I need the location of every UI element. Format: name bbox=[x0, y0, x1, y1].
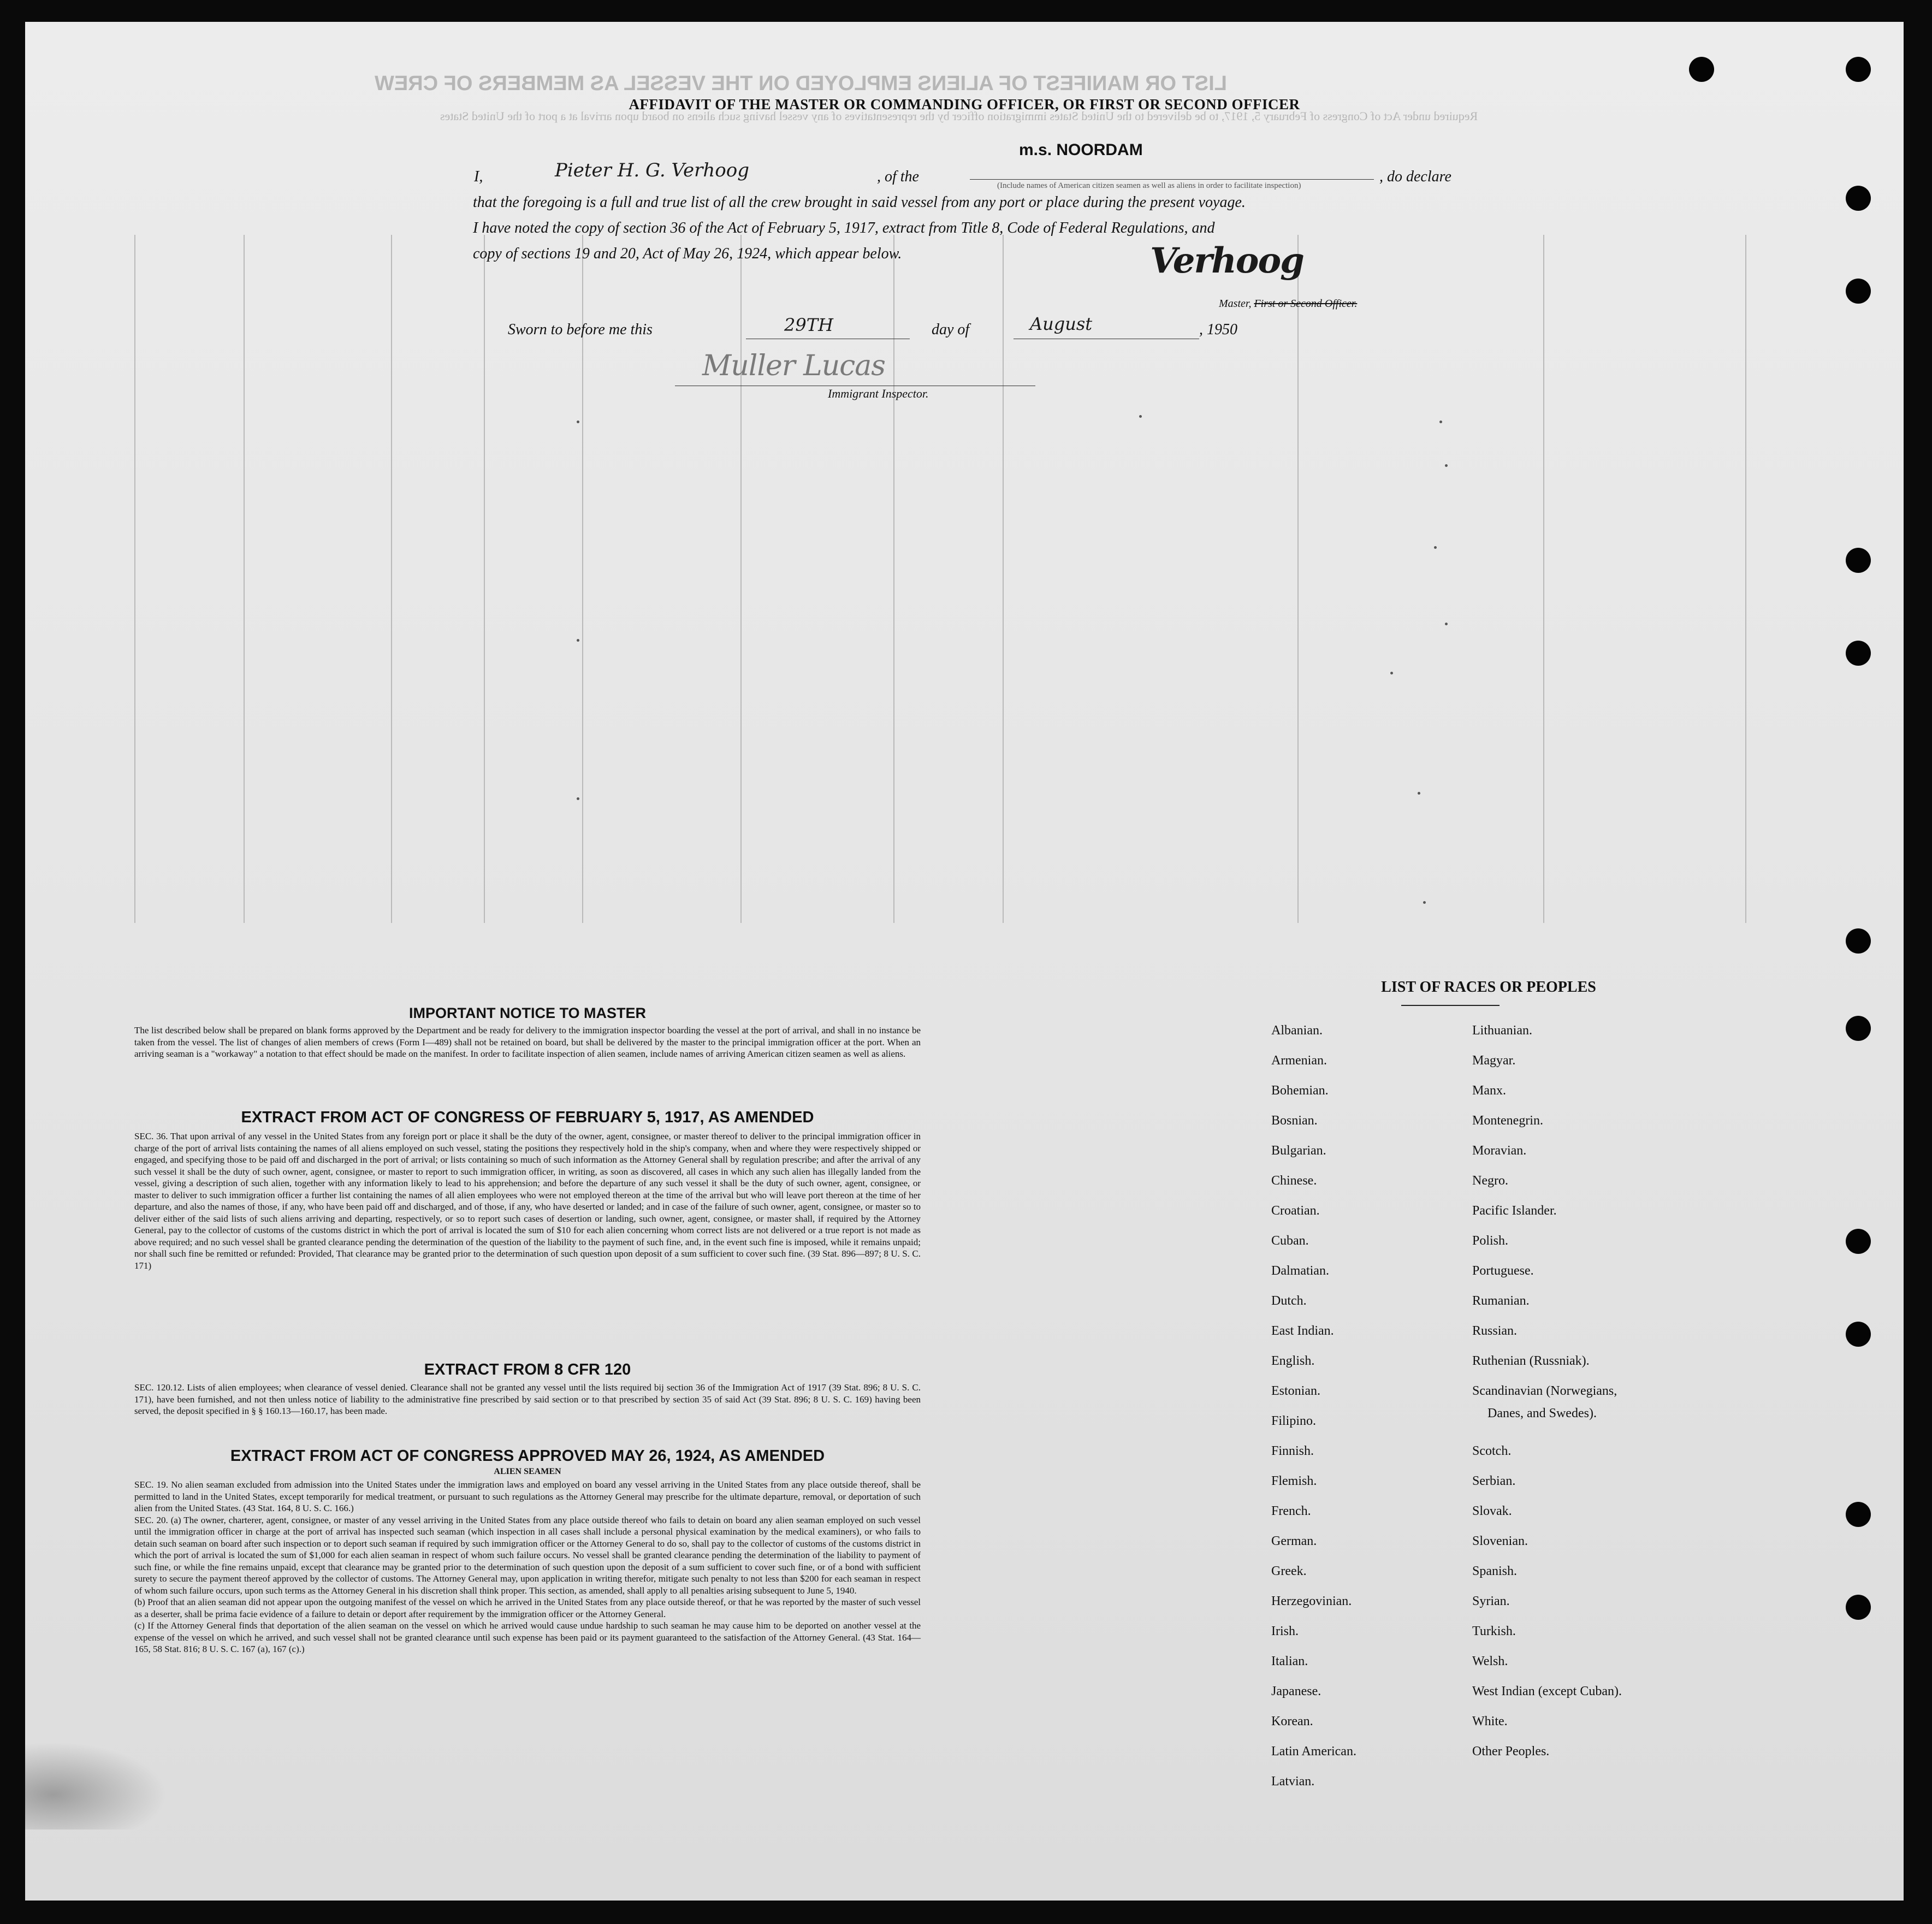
binder-hole bbox=[1689, 57, 1714, 82]
race-item: Dutch. bbox=[1271, 1294, 1307, 1308]
extract-1924-body bbox=[134, 1479, 921, 1655]
race-item: Finnish. bbox=[1271, 1444, 1314, 1458]
race-item: Other Peoples. bbox=[1472, 1744, 1550, 1759]
notice-text: The list described below shall be prepared on blank forms approved by the Department and be ready for delivery to the immigration inspector boarding the vessel at the port of arrival, and shall in no instance be taken from the vessel. The list of changes of alien members of crews (Form I—489) shall not be retained on board, but shall be delivered by the master to the principal immigration officer at the port. When an arriving seaman is a "workaway" a notation to that effect should be made on the manifest. In order to facilitate inspection of alien seamen, include names of arriving American citizen seamen as well as aliens. bbox=[134, 1025, 921, 1059]
race-item: Japanese. bbox=[1271, 1684, 1321, 1698]
race-item: Moravian. bbox=[1472, 1144, 1527, 1158]
bleed-through-title: LIST OR MANIFEST OF ALIENS EMPLOYED ON THE VESSEL AS MEMBERS OF CREW bbox=[375, 72, 1227, 95]
column-rule bbox=[391, 235, 392, 923]
race-item: Ruthenian (Russniak). bbox=[1472, 1354, 1590, 1368]
race-item: Bohemian. bbox=[1271, 1084, 1329, 1098]
extract-1917-title: EXTRACT FROM ACT OF CONGRESS OF FEBRUARY 5, 1917, AS AMENDED bbox=[241, 1109, 814, 1126]
column-rule bbox=[1745, 235, 1746, 923]
races-title: LIST OF RACES OR PEOPLES bbox=[1381, 979, 1596, 996]
inspector-signature: Muller Lucas bbox=[702, 350, 885, 382]
cfr-text: SEC. 120.12. Lists of alien employees; when clearance of vessel denied. Clearance shall not be granted any vessel until the lists required bij section 36 of the Immigration Act of 1917 (39 Stat. 896; 8 U. S. C. 171), have been furnished, and not then unless notice of liability to the administrative fine prescribed by said section or to that prescribed by section 35 of said Act (39 Stat. 896; 8 U. S. C. 169) having been served, the deposit specified in § § 160.13—160.17, has been made. bbox=[134, 1382, 921, 1416]
binder-hole bbox=[1846, 1229, 1871, 1254]
race-item: English. bbox=[1271, 1354, 1315, 1368]
race-item: Estonian. bbox=[1271, 1384, 1320, 1398]
race-item: Manx. bbox=[1472, 1084, 1506, 1098]
race-item: Latvian. bbox=[1271, 1774, 1315, 1789]
race-item: Filipino. bbox=[1271, 1414, 1317, 1428]
extract-1924-title: EXTRACT FROM ACT OF CONGRESS APPROVED MAY 26, 1924, AS AMENDED bbox=[230, 1447, 825, 1465]
binder-hole bbox=[1846, 279, 1871, 304]
column-rule bbox=[484, 235, 485, 923]
sworn-prefix: Sworn to before me this bbox=[508, 321, 653, 338]
race-item: Armenian. bbox=[1271, 1053, 1327, 1068]
master-name-handwritten: Pieter H. G. Verhoog bbox=[555, 159, 749, 181]
race-item: Scandinavian (Norwegians, bbox=[1472, 1384, 1617, 1398]
race-item: Albanian. bbox=[1271, 1023, 1323, 1038]
race-item: Slovenian. bbox=[1472, 1534, 1528, 1548]
affidavit-line-3: I have noted the copy of section 36 of the Act of February 5, 1917, extract from Title 8, Code of Federal Regulations, and bbox=[473, 220, 1215, 236]
binder-hole bbox=[1846, 641, 1871, 666]
race-item: Bulgarian. bbox=[1271, 1144, 1326, 1158]
vessel-name: m.s. NOORDAM bbox=[1019, 141, 1143, 159]
race-item: Polish. bbox=[1472, 1234, 1509, 1248]
races-title-rule bbox=[1401, 1005, 1500, 1006]
race-item: Welsh. bbox=[1472, 1654, 1508, 1668]
column-rule bbox=[134, 235, 135, 923]
race-item: Flemish. bbox=[1271, 1474, 1317, 1488]
binder-hole bbox=[1846, 928, 1871, 954]
binder-hole bbox=[1846, 57, 1871, 82]
race-item: Serbian. bbox=[1472, 1474, 1516, 1488]
affidavit-line-4: copy of sections 19 and 20, Act of May 26, 1924, which appear below. bbox=[473, 245, 902, 262]
manifest-sheet bbox=[25, 22, 1904, 1901]
affidavit-line-2: that the foregoing is a full and true list of all the crew brought in said vessel from any port or place during the present voyage. bbox=[473, 194, 1246, 211]
sworn-year: , 1950 bbox=[1199, 321, 1237, 338]
race-item: East Indian. bbox=[1271, 1324, 1334, 1338]
column-rule bbox=[893, 235, 894, 923]
race-item: Scotch. bbox=[1472, 1444, 1512, 1458]
sec-20b-text: (b) Proof that an alien seaman did not appear upon the outgoing manifest of the vessel on which he arrived in the United States from any place outside thereof, or that he was reported by the master of such vessel as a deserter, shall be prima facie evidence of a failure to detain or deport after requirement by the immigration officer or the Attorney General. bbox=[134, 1597, 921, 1619]
column-rule bbox=[1003, 235, 1004, 923]
race-item: Greek. bbox=[1271, 1564, 1307, 1578]
races-right-column-continued bbox=[1472, 1436, 1622, 1767]
races-left-column bbox=[1271, 1016, 1356, 1797]
extract-1924-subtitle: ALIEN SEAMEN bbox=[494, 1467, 561, 1476]
affidavit-line-1: I, bbox=[474, 168, 483, 185]
race-item: French. bbox=[1271, 1504, 1311, 1518]
race-item: Bosnian. bbox=[1271, 1114, 1318, 1128]
race-item: White. bbox=[1472, 1714, 1508, 1728]
race-item: Croatian. bbox=[1271, 1204, 1320, 1218]
race-item: Spanish. bbox=[1472, 1564, 1518, 1578]
race-item: Magyar. bbox=[1472, 1053, 1516, 1068]
day-of: day of bbox=[932, 321, 970, 338]
affidavit-do-declare: , do declare bbox=[1379, 168, 1451, 185]
race-item: Russian. bbox=[1472, 1324, 1518, 1338]
race-item: Cuban. bbox=[1271, 1234, 1309, 1248]
race-item: Syrian. bbox=[1472, 1594, 1510, 1608]
cfr-title: EXTRACT FROM 8 CFR 120 bbox=[424, 1361, 631, 1378]
column-rule bbox=[244, 235, 245, 923]
affidavit-heading: AFFIDAVIT OF THE MASTER OR COMMANDING OFFICER, OR FIRST OR SECOND OFFICER bbox=[629, 96, 1300, 113]
affidavit-vessel-rule bbox=[970, 179, 1374, 180]
sec-20a-text: SEC. 20. (a) The owner, charterer, agent, consignee, or master of any vessel arriving in the United States from any place outside thereof who fails to detain on board any alien seaman employed on such vessel until the immigration officer in charge at the port of arrival has inspected such seaman (which inspection in all cases shall include a personal physical examination by the medical examiners), or who fails to detain such seaman on board after such inspection or to deport such seaman if required by such immigration officer or the Attorney General to do so, shall pay to the collector of customs of the customs district in which the port of arrival is located the sum of $1,000 for each alien seaman in respect of whom such failure occurs. No vessel shall be granted clearance pending the determination of the liability to payment of such fine, or while the fine remains unpaid, except that clearance may be granted prior to the determination of such question upon the deposit of a sum sufficient to cover such fine, or of a bond with sufficient surety to secure the payment thereof approved by the collector of customs. The Attorney General may, upon application in writing therefor, mitigate such penalty to not less than $200 for each seaman in respect of whom such failure occurs, upon such terms as the Attorney General in his discretion shall think proper. This section, as amended, shall apply to all penalties arising subsequent to June 5, 1940. bbox=[134, 1514, 921, 1596]
race-item: Chinese. bbox=[1271, 1174, 1317, 1188]
binder-hole bbox=[1846, 1595, 1871, 1620]
race-item: Slovak. bbox=[1472, 1504, 1512, 1518]
race-item: Pacific Islander. bbox=[1472, 1204, 1557, 1218]
race-item: Irish. bbox=[1271, 1624, 1299, 1638]
column-rule bbox=[740, 235, 742, 923]
affidavit-of-the: , of the bbox=[877, 168, 919, 185]
extract-1917-text: SEC. 36. That upon arrival of any vessel in the United States from any foreign port or place it shall be the duty of the owner, agent, consignee, or master thereof to deliver to the principal immigration officer in charge of the port of arrival lists containing the names of all aliens employed on such vessel, stating the positions they respectively hold in the ship's company, when and where they were respectively shipped or engaged, and specifying those to be paid off and discharged in the port of arrival; or lists containing so much of such information as the Attorney General shall by regulation prescribe; and after the arrival of any such vessel it shall be the duty of such owner, agent, consignee, or master to report to such immigration officer, in writing, as soon as discovered, all cases in which any such alien has illegally landed from the vessel, giving a description of such alien, together with any information likely to lead to his apprehension; and before the departure of any such vessel it shall be the duty of such owner, agent, consignee, or master to deliver to such immigration officer a further list containing the names of all alien employees who were not employed thereon at the time of the arrival but who will leave port thereon at the time of her departure, and also the names of those, if any, who have been paid off and discharged, and of those, if any, who have deserted or landed; and in case of the failure of such owner, agent, consignee, or master so to deliver either of the said lists of such aliens arriving and departing, respectively, or so to report such cases of desertion or landing, such owner, agent, consignee, or master shall, if required by the Attorney General, pay to the collector of customs of the customs district in which the port of arrival is located the sum of $10 for each alien concerning whom correct lists are not delivered or a true report is not made as above required; and no such vessel shall be granted clearance pending the determination of the question of the liability to the payment of such fine, and, in the event such fine is imposed, while it remains unpaid; nor shall such fine be remitted or refunded: Provided, That clearance may be granted prior to the determination of such question upon deposit of a sum sufficient to cover such fine. (39 Stat. 896—897; 8 U. S. C. 171) bbox=[134, 1131, 921, 1271]
master-title: Master, First or Second Officer. bbox=[1219, 298, 1358, 310]
race-item: Dalmatian. bbox=[1271, 1264, 1329, 1278]
race-item: West Indian (except Cuban). bbox=[1472, 1684, 1622, 1698]
bleed-through-subtitle: Required under Act of Congress of February 5, 1917, to be delivered to the United States immigration officer by the representatives of any vessel having such aliens on board upon arrival at a port of the United States bbox=[440, 109, 1478, 123]
affidavit-hint: (Include names of American citizen seamen as well as aliens in order to facilitate inspection) bbox=[997, 181, 1301, 190]
sworn-month-handwritten: August bbox=[1030, 313, 1093, 334]
races-right-column bbox=[1472, 1016, 1617, 1429]
notice-title: IMPORTANT NOTICE TO MASTER bbox=[409, 1005, 646, 1021]
race-item: Danes, and Swedes). bbox=[1487, 1406, 1597, 1420]
binder-hole bbox=[1846, 548, 1871, 573]
race-item: Rumanian. bbox=[1472, 1294, 1530, 1308]
binder-hole bbox=[1846, 1322, 1871, 1347]
race-item: Italian. bbox=[1271, 1654, 1308, 1668]
sec-19-text: SEC. 19. No alien seaman excluded from admission into the United States under the immigration laws and employed on board any vessel arriving in the United States from any place outside thereof, shall be permitted to land in the United States, except temporarily for medical treatment, or pursuant to such regulations as the Attorney General may prescribe for the ultimate departure, removal, or deportation of such alien from the United States. (43 Stat. 164, 8 U. S. C. 166.) bbox=[134, 1479, 921, 1513]
smudge bbox=[25, 1742, 167, 1830]
race-item: Portuguese. bbox=[1472, 1264, 1534, 1278]
race-item: Korean. bbox=[1271, 1714, 1313, 1728]
binder-hole bbox=[1846, 1016, 1871, 1041]
inspector-label: Immigrant Inspector. bbox=[828, 387, 929, 400]
master-signature: Verhoog bbox=[1150, 240, 1303, 281]
race-item: Herzegovinian. bbox=[1271, 1594, 1352, 1608]
column-rule bbox=[1297, 235, 1299, 923]
race-item: German. bbox=[1271, 1534, 1317, 1548]
race-item: Lithuanian. bbox=[1472, 1023, 1532, 1038]
column-rule bbox=[1543, 235, 1544, 923]
race-item: Montenegrin. bbox=[1472, 1114, 1543, 1128]
race-item: Turkish. bbox=[1472, 1624, 1516, 1638]
race-item: Latin American. bbox=[1271, 1744, 1356, 1759]
sec-20c-text: (c) If the Attorney General finds that deportation of the alien seaman on the vessel on which he arrived would cause undue hardship to such seaman he may cause him to be deported on another vessel at the expense of the vessel on which he arrived, and such vessel shall not be granted clearance until such expense has been paid or its payment guaranteed to the satisfaction of the Attorney General. (43 Stat. 164—165, 58 Stat. 816; 8 U. S. C. 167 (a), 167 (c).) bbox=[134, 1620, 921, 1654]
race-item: Negro. bbox=[1472, 1174, 1508, 1188]
binder-hole bbox=[1846, 186, 1871, 211]
sworn-day-handwritten: 29TH bbox=[784, 315, 833, 335]
binder-hole bbox=[1846, 1502, 1871, 1527]
